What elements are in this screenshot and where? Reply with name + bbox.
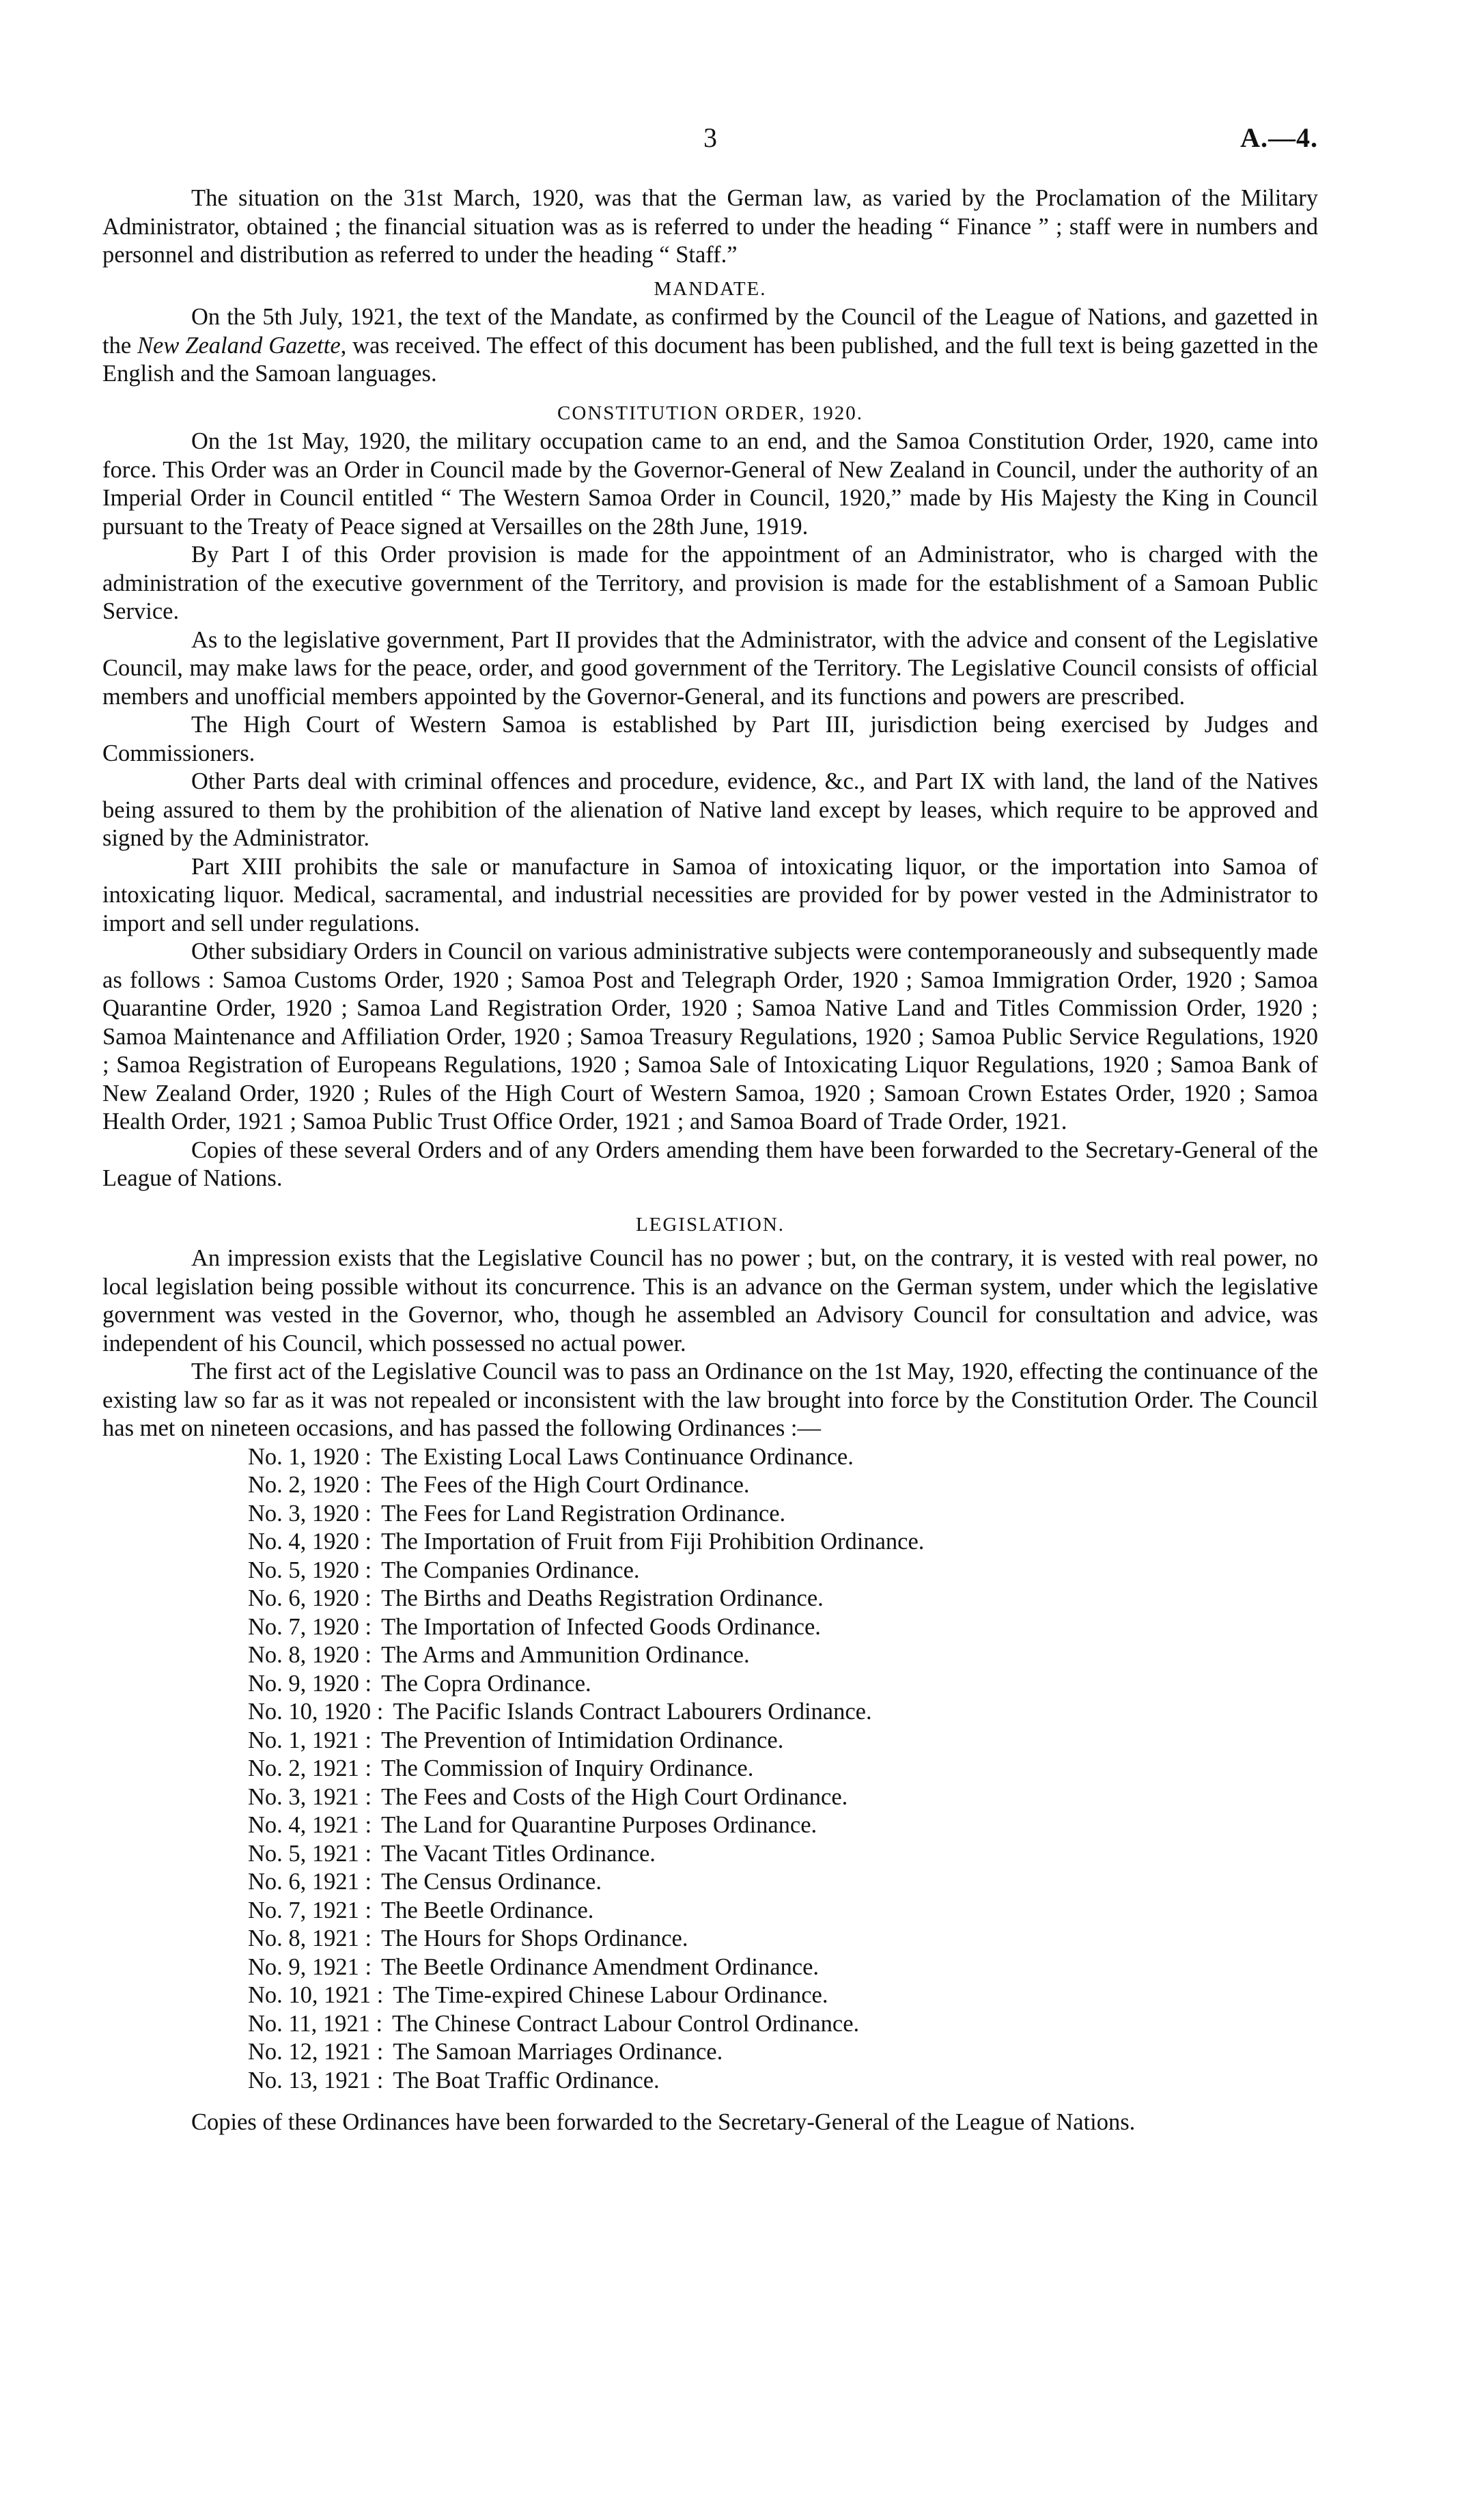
list-item <box>248 1528 1318 1557</box>
ordinance-number: No. 1, 1921 : <box>248 1727 372 1753</box>
ordinance-title: The Time-expired Chinese Labour Ordinance. <box>393 1982 828 2008</box>
ordinance-number: No. 10, 1921 : <box>248 1982 384 2008</box>
ordinance-title: The Land for Quarantine Purposes Ordinance. <box>381 1812 817 1838</box>
document-body <box>102 184 1318 2137</box>
ordinance-title: The Prevention of Intimidation Ordinance. <box>381 1727 784 1753</box>
ordinance-number: No. 13, 1921 : <box>248 2067 384 2093</box>
list-item <box>248 1500 1318 1529</box>
ordinance-title: The Beetle Ordinance. <box>381 1897 594 1923</box>
ordinance-number: No. 3, 1920 : <box>248 1500 372 1527</box>
ordinance-list <box>102 1443 1318 2095</box>
list-item <box>248 1755 1318 1783</box>
constitution-paragraph: As to the legislative government, Part II provides that the Administrator, with the advice and consent of the Legislative Council, may make laws for the peace, order, and good government of the Territory. The Legislative Council consists of official members and unofficial members appointed by the Governor-General, and its functions and powers are prescribed. <box>102 626 1318 710</box>
list-item <box>248 1443 1318 1472</box>
constitution-paragraph: Part XIII prohibits the sale or manufacture in Samoa of intoxicating liquor, or the importation into Samoa of intoxicating liquor. Medical, sacramental, and industrial necessities are provided for by power vested in the Administrator to import and sell under regulations. <box>102 853 1318 936</box>
constitution-paragraph: Copies of these several Orders and of any Orders amending them have been forwarded to the Secretary-General of the League of Nations. <box>102 1137 1318 1191</box>
list-item <box>248 1471 1318 1500</box>
ordinance-title: The Census Ordinance. <box>381 1869 602 1895</box>
ordinance-number: No. 2, 1921 : <box>248 1755 372 1781</box>
ordinance-number: No. 2, 1920 : <box>248 1472 372 1498</box>
ordinance-number: No. 5, 1921 : <box>248 1840 372 1867</box>
list-item <box>248 1840 1318 1869</box>
ordinance-title: The Fees and Costs of the High Court Ordinance. <box>381 1783 848 1810</box>
ordinance-number: No. 8, 1920 : <box>248 1642 372 1668</box>
ordinance-number: No. 9, 1921 : <box>248 1953 372 1980</box>
list-item <box>248 2038 1318 2067</box>
constitution-heading: CONSTITUTION ORDER, 1920. <box>557 402 863 424</box>
list-item <box>248 1670 1318 1699</box>
ordinance-number: No. 3, 1921 : <box>248 1783 372 1810</box>
closing-paragraph: Copies of these Ordinances have been forwarded to the Secretary-General of the League of Nations. <box>191 2109 1136 2135</box>
ordinance-title: The Importation of Infected Goods Ordinance. <box>381 1613 821 1640</box>
list-item <box>248 2067 1318 2095</box>
ordinance-title: The Pacific Islands Contract Labourers Ordinance. <box>393 1699 872 1725</box>
ordinance-title: The Companies Ordinance. <box>381 1557 640 1583</box>
intro-paragraph: The situation on the 31st March, 1920, was that the German law, as varied by the Proclamation of the Military Administrator, obtained ; the financial situation was as is referred to under the heading “ Finance ” ; staff were in numbers and personnel and distribution as referred to under the heading “ Staff.” <box>102 185 1318 268</box>
ordinance-number: No. 8, 1921 : <box>248 1925 372 1951</box>
constitution-paragraph: The High Court of Western Samoa is established by Part III, jurisdiction being exercised by Judges and Commissioners. <box>102 712 1318 766</box>
ordinance-title: The Fees for Land Registration Ordinance. <box>381 1500 786 1527</box>
list-item <box>248 1641 1318 1670</box>
list-item <box>248 1727 1318 1755</box>
ordinance-title: The Hours for Shops Ordinance. <box>381 1925 688 1951</box>
ordinance-number: No. 12, 1921 : <box>248 2039 384 2065</box>
page-header <box>102 122 1318 163</box>
ordinance-number: No. 11, 1921 : <box>248 2010 383 2037</box>
ordinance-number: No. 9, 1920 : <box>248 1670 372 1697</box>
list-item <box>248 1585 1318 1613</box>
ordinance-number: No. 1, 1920 : <box>248 1443 372 1470</box>
ordinance-title: The Boat Traffic Ordinance. <box>393 2067 660 2093</box>
ordinance-number: No. 7, 1921 : <box>248 1897 372 1923</box>
list-item <box>248 1557 1318 1585</box>
legislation-paragraph: An impression exists that the Legislative Council has no power ; but, on the contrary, it is vested with real power, no local legislation being possible without its concurrence. This is an advance on the German system, under which the legislative government was vested in the Governor, who, though he assembled an Advisory Council for consultation and advice, was independent of his Council, which possessed no actual power. <box>102 1245 1318 1356</box>
list-item <box>248 1868 1318 1897</box>
mandate-paragraph <box>102 303 1318 389</box>
document-reference: A.—4. <box>1240 122 1318 153</box>
list-item <box>248 1613 1318 1642</box>
ordinance-title: The Commission of Inquiry Ordinance. <box>381 1755 754 1781</box>
legislation-heading: LEGISLATION. <box>635 1213 785 1236</box>
ordinance-number: No. 5, 1920 : <box>248 1557 372 1583</box>
list-item <box>248 1783 1318 1812</box>
ordinance-number: No. 10, 1920 : <box>248 1699 384 1725</box>
mandate-text-end: , was received. The effect of this document has been published, and the full text is being gazetted in the English and the Samoan languages. <box>102 332 1318 387</box>
ordinance-number: No. 4, 1921 : <box>248 1812 372 1838</box>
constitution-paragraph: By Part I of this Order provision is made for the appointment of an Administrator, who is charged with the administration of the executive government of the Territory, and provision is made for the establishment of a Samoan Public Service. <box>102 542 1318 624</box>
ordinance-number: No. 6, 1921 : <box>248 1869 372 1895</box>
ordinance-title: The Samoan Marriages Ordinance. <box>393 2039 723 2065</box>
list-item <box>248 2010 1318 2039</box>
ordinance-title: The Arms and Ammunition Ordinance. <box>381 1642 750 1668</box>
ordinance-title: The Chinese Contract Labour Control Ordinance. <box>392 2010 860 2037</box>
ordinance-number: No. 7, 1920 : <box>248 1613 372 1640</box>
ordinance-title: The Beetle Ordinance Amendment Ordinance. <box>381 1953 820 1980</box>
ordinance-number: No. 6, 1920 : <box>248 1585 372 1611</box>
constitution-paragraph: Other Parts deal with criminal offences and procedure, evidence, &c., and Part IX with land, the land of the Natives being assured to them by the prohibition of the alienation of Native land except by leases, which require to be approved and signed by the Administrator. <box>102 768 1318 851</box>
ordinance-title: The Births and Deaths Registration Ordinance. <box>381 1585 824 1611</box>
page-number: 3 <box>703 122 717 153</box>
constitution-paragraph: Other subsidiary Orders in Council on various administrative subjects were contemporaneously and subsequently made as follows : Samoa Customs Order, 1920 ; Samoa Post and Telegraph Order, 1920 ; Samoa Immigration Order, 1920 ; Samoa Quarantine Order, 1920 ; Samoa Land Registration Order, 1920 ; Samoa Native Land and Titles Commission Order, 1920 ; Samoa Maintenance and Affiliation Order, 1920 ; Samoa Treasury Regulations, 1920 ; Samoa Public Service Regulations, 1920 ; Samoa Registration of Europeans Regulations, 1920 ; Samoa Sale of Intoxicating Liquor Regulations, 1920 ; Samoa Bank of New Zealand Order, 1920 ; Rules of the High Court of Western Samoa, 1920 ; Samoan Crown Estates Order, 1920 ; Samoa Health Order, 1921 ; Samoa Public Trust Office Order, 1921 ; and Samoa Board of Trade Order, 1921. <box>102 938 1318 1134</box>
mandate-text-start: On the 5th July, 1921, the text of the Mandate, as confirmed by the Council of the League of Nations, and gazetted in the <box>102 304 1318 359</box>
ordinance-number: No. 4, 1920 : <box>248 1529 372 1555</box>
list-item <box>248 1925 1318 1953</box>
list-item <box>248 1953 1318 1982</box>
list-item <box>248 1698 1318 1727</box>
list-item <box>248 1981 1318 2010</box>
ordinance-title: The Existing Local Laws Continuance Ordinance. <box>381 1443 854 1470</box>
legislation-paragraph: The first act of the Legislative Council was to pass an Ordinance on the 1st May, 1920, effecting the continuance of the existing law so far as it was not repealed or inconsistent with the law brought into force by the Constitution Order. The Council has met on nineteen occasions, and has passed the following Ordinances :— <box>102 1359 1318 1441</box>
mandate-heading: MANDATE. <box>654 277 767 300</box>
list-item <box>248 1811 1318 1840</box>
constitution-paragraph: On the 1st May, 1920, the military occupation came to an end, and the Samoa Constitution Order, 1920, came into force. This Order was an Order in Council made by the Governor-General of New Zealand in Council, under the authority of an Imperial Order in Council entitled “ The Western Samoa Order in Council, 1920,” made by His Majesty the King in Council pursuant to the Treaty of Peace signed at Versailles on the 28th June, 1919. <box>102 428 1318 540</box>
list-item <box>248 1897 1318 1925</box>
ordinance-title: The Copra Ordinance. <box>381 1670 591 1697</box>
ordinance-title: The Importation of Fruit from Fiji Prohibition Ordinance. <box>381 1529 925 1555</box>
ordinance-title: The Vacant Titles Ordinance. <box>381 1840 656 1867</box>
gazette-title: New Zealand Gazette <box>137 332 341 359</box>
ordinance-title: The Fees of the High Court Ordinance. <box>381 1472 750 1498</box>
